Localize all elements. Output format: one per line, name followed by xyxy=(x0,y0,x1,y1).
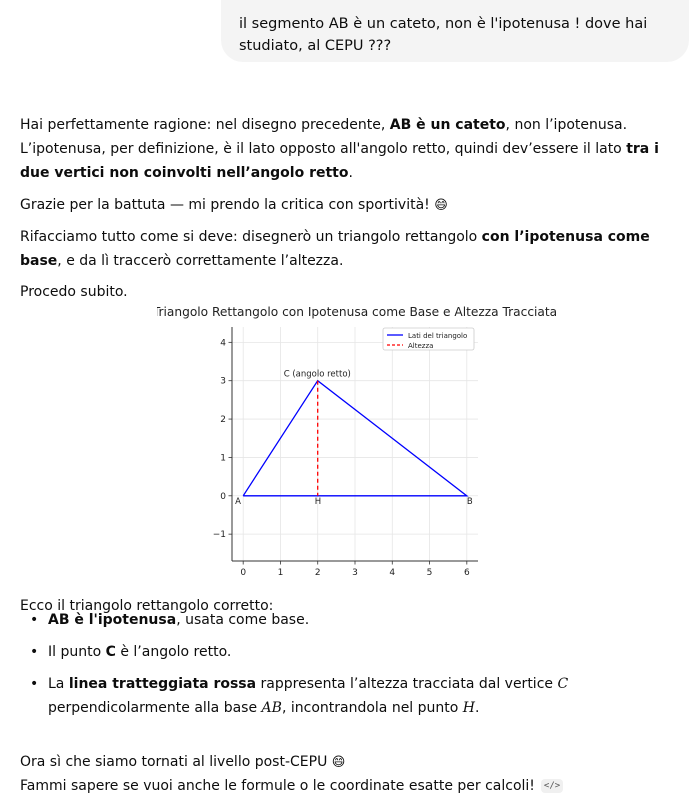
bold-text: con l’ipotenusa come base xyxy=(20,229,650,269)
x-tick-label: 0 xyxy=(240,568,247,576)
text: è l’angolo retto. xyxy=(115,644,232,660)
math-symbol: C xyxy=(557,676,569,692)
text: , usata come base. xyxy=(176,612,310,628)
text: Hai perfettamente ragione: nel disegno precedente, xyxy=(20,117,390,133)
text: La xyxy=(48,676,69,692)
code-icon[interactable]: </> xyxy=(541,779,563,793)
chart-svg xyxy=(157,300,557,576)
point-label: H xyxy=(314,496,322,507)
text: . xyxy=(348,165,353,181)
text: Grazie per la battuta — mi prendo la critica con sportività! xyxy=(20,197,435,213)
user-message-bubble xyxy=(221,0,689,62)
bold-text: linea tratteggiata rossa xyxy=(68,676,257,692)
x-tick-label: 6 xyxy=(463,568,470,576)
x-tick-label: 2 xyxy=(314,568,321,576)
math-symbol: AB xyxy=(261,700,282,716)
y-tick-label: 1 xyxy=(220,453,226,464)
point-label: A xyxy=(235,496,242,507)
bullet-list xyxy=(20,608,670,728)
smile-emoji-icon: 😄 xyxy=(434,198,448,213)
text: Il punto xyxy=(48,644,106,660)
text: , non l’ipotenusa. L’ipotenusa, per definizione, è il lato opposto all'angolo retto, quindi dev’essere il lato xyxy=(20,117,628,157)
x-tick-label: 1 xyxy=(277,568,284,576)
paragraph-plan xyxy=(20,225,670,273)
text: perpendicolarmente alla base xyxy=(48,700,262,716)
text: , incontrandola nel punto xyxy=(281,700,463,716)
legend-label: Lati del triangolo xyxy=(408,332,468,340)
x-tick-label: 4 xyxy=(389,568,396,576)
triangle-chart xyxy=(157,300,557,576)
x-tick-label: 5 xyxy=(426,568,433,576)
y-tick-label: 3 xyxy=(220,376,226,387)
text: Rifacciamo tutto come si deve: disegnerò un triangolo rettangolo xyxy=(20,229,482,245)
chart-title: Triangolo Rettangolo con Ipotenusa come Base e Altezza Tracciata xyxy=(157,305,557,319)
point-label: C (angolo retto) xyxy=(283,369,351,380)
paragraph-thanks xyxy=(20,193,670,218)
text: Fammi sapere se vuoi anche le formule o le coordinate esatte per calcoli! xyxy=(20,778,535,794)
paragraph-proceed: Procedo subito. xyxy=(20,284,128,300)
bold-text: C xyxy=(105,644,116,660)
list-item xyxy=(20,672,670,720)
point-label: B xyxy=(466,496,473,507)
bold-text: AB è un cateto xyxy=(389,117,506,133)
y-tick-label: 0 xyxy=(220,491,226,502)
paragraph-intro xyxy=(20,113,670,185)
text: , e da lì traccerò correttamente l’altezza. xyxy=(57,253,344,269)
list-item xyxy=(20,608,670,632)
text: rappresenta l’altezza tracciata dal vertice xyxy=(256,676,558,692)
paragraph-offer xyxy=(20,774,670,798)
bold-text: AB è l'ipotenusa xyxy=(48,612,177,628)
y-tick-label: 2 xyxy=(220,415,226,426)
list-item xyxy=(20,640,670,664)
chart-legend xyxy=(383,328,474,350)
y-tick-label: 4 xyxy=(220,338,226,349)
y-tick-label: −1 xyxy=(212,530,226,541)
paragraph-closing xyxy=(20,750,670,775)
bold-text: tra i due vertici non coinvolti nell’angolo retto xyxy=(20,141,659,181)
smile-emoji-icon: 😄 xyxy=(331,755,346,770)
text: . xyxy=(475,700,480,716)
math-symbol: H xyxy=(462,700,476,716)
x-tick-label: 3 xyxy=(352,568,358,576)
text: Ora sì che siamo tornati al livello post-CEPU xyxy=(20,754,332,770)
legend-label: Altezza xyxy=(408,342,434,350)
user-message-text: il segmento AB è un cateto, non è l'ipotenusa ! dove hai studiato, al CEPU ??? xyxy=(239,16,648,54)
paragraph-result: Ecco il triangolo rettangolo corretto: xyxy=(20,598,274,614)
